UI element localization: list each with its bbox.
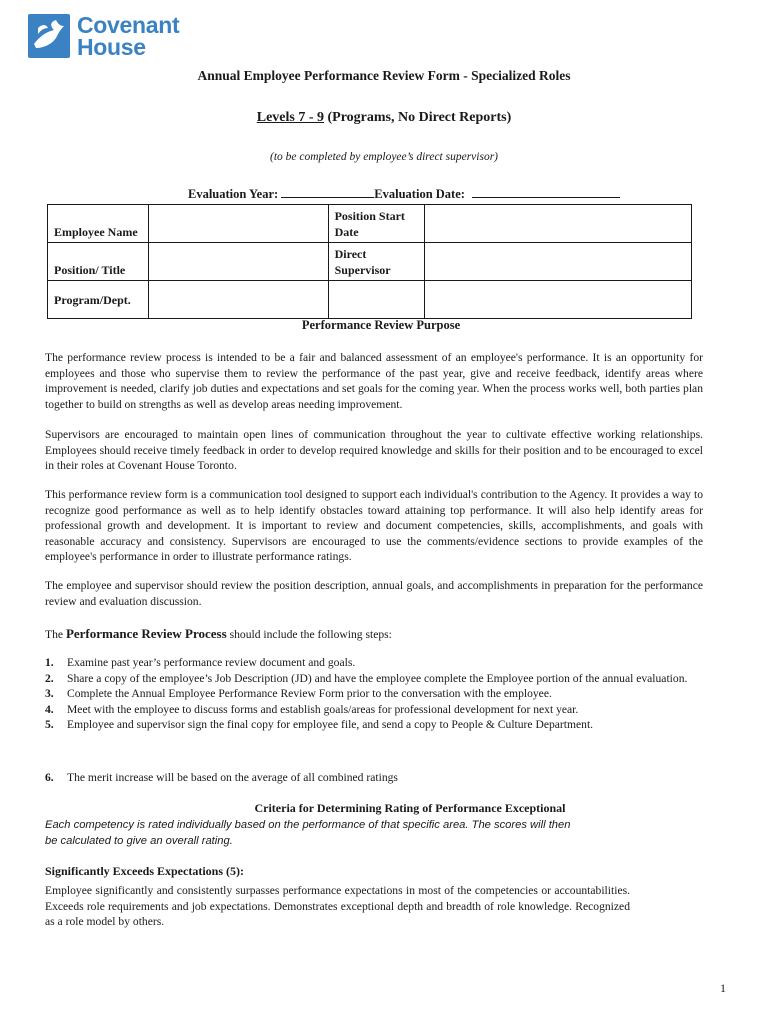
evaluation-date-field[interactable] — [472, 186, 620, 198]
evaluation-year-label: Evaluation Year: — [188, 187, 279, 201]
steps-intro — [45, 626, 392, 642]
list-item — [45, 671, 703, 687]
step-text: The merit increase will be based on the average of all combined ratings — [67, 771, 398, 784]
position-start-date-label: Position Start Date — [328, 205, 424, 243]
evaluation-date-label: Evaluation Date: — [374, 187, 465, 201]
logo-line-2: House — [77, 34, 146, 60]
logo-wordmark — [77, 14, 179, 58]
program-dept-label: Program/Dept. — [48, 281, 149, 319]
levels-range: Levels 7 - 9 — [256, 110, 324, 125]
step-text: Share a copy of the employee’s Job Description (JD) and have the employee complete the Employee portion of the annual evaluation. — [67, 671, 688, 685]
levels-scope: (Programs, No Direct Reports) — [327, 110, 512, 125]
criteria-note: Each competency is rated individually based on the performance of that specific area. The scores will then be calculated to give an overall rating. — [45, 819, 571, 847]
dove-icon — [28, 14, 70, 58]
program-dept-field[interactable] — [148, 281, 328, 319]
evaluation-year-field[interactable] — [281, 186, 374, 198]
steps-intro-pre: The — [45, 628, 66, 641]
employee-info-table — [47, 204, 692, 319]
list-item — [45, 686, 703, 702]
step-text: Meet with the employee to discuss forms and establish goals/areas for professional development for next year. — [67, 702, 579, 716]
form-title: Annual Employee Performance Review Form - Specialized Roles — [197, 68, 571, 83]
position-start-date-field[interactable] — [424, 205, 691, 243]
position-title-field[interactable] — [148, 243, 328, 281]
table-row — [48, 281, 692, 319]
page-number: 1 — [720, 981, 726, 995]
purpose-heading: Performance Review Purpose — [301, 318, 461, 332]
step-text: Complete the Annual Employee Performance Review Form prior to the conversation with the employee. — [67, 687, 552, 700]
position-title-label: Position/ Title — [48, 243, 149, 281]
purpose-paragraph-2: Supervisors are encouraged to maintain open lines of communication throughout the year to cultivate effective working relationships. Employees should receive timely feedback in order to develop required knowledge and skills for their position and to be encouraged to excel in their roles at Covenant House Toronto. — [45, 428, 703, 472]
step-text: Employee and supervisor sign the final copy for employee file, and send a copy to People & Culture Department. — [67, 718, 594, 731]
list-item — [45, 702, 703, 718]
table-row — [48, 205, 692, 243]
step-number: 6. — [45, 771, 54, 784]
levels-heading — [0, 110, 768, 126]
list-item — [45, 717, 703, 733]
step-number: 1. — [45, 656, 54, 669]
employee-name-field[interactable] — [148, 205, 328, 243]
criteria-heading: Criteria for Determining Rating of Performance Exceptional — [254, 801, 566, 815]
step-number: 2. — [45, 671, 54, 685]
step-number: 5. — [45, 718, 54, 731]
step-number: 3. — [45, 687, 54, 700]
step-text: Examine past year’s performance review document and goals. — [67, 656, 356, 669]
merit-step — [45, 770, 703, 786]
steps-intro-bold: Performance Review Process — [65, 626, 227, 641]
purpose-paragraph-1: The performance review process is intended to be a fair and balanced assessment of an employee's performance. It is an opportunity for employees and those who supervise them to review the performance of the past year, give and receive feedback, identify areas where improvement is needed, clarify job duties and expectations and set goals for the coming year. When the process works well, both parties plan together to build on strengths as well as develop areas needing improvement. — [45, 351, 703, 411]
steps-list — [45, 655, 703, 733]
table-row — [48, 243, 692, 281]
rating-description: Employee significantly and consistently surpasses performance expectations in most of the competencies or accountabilities. Exceeds role requirements and job expectations. Demonstrates exceptional depth and breadth of role knowledge. Recognized as a role model by others. — [45, 884, 630, 928]
purpose-paragraph-4: The employee and supervisor should review the position description, annual goals, and accomplishments in preparation for the performance review and evaluation discussion. — [45, 579, 703, 608]
direct-supervisor-label: Direct Supervisor — [328, 243, 424, 281]
steps-intro-post: should include the following steps: — [226, 628, 392, 641]
list-item — [45, 655, 703, 671]
list-item — [45, 770, 703, 786]
covenant-house-logo — [28, 14, 179, 58]
purpose-paragraph-3: This performance review form is a communication tool designed to support each individual's contribution to the Agency. It provides a way to recognize good performance as well as to help identify obstacles toward attaining top performance. It will also help identify areas for professional growth and development. It is important to review and document competencies, skills, accomplishments, and goals with reasonable accuracy and consistency. Supervisors are encouraged to use the comments/evidence sections to provide examples of the employee's performance in order to illustrate performance ratings. — [45, 488, 703, 563]
step-number: 4. — [45, 702, 54, 716]
empty-cell[interactable] — [328, 281, 424, 319]
evaluation-line — [188, 186, 620, 202]
completion-instruction: (to be completed by employee’s direct supervisor) — [269, 151, 498, 163]
employee-name-label: Employee Name — [48, 205, 149, 243]
rating-heading: Significantly Exceeds Expectations (5): — [45, 864, 244, 878]
empty-cell[interactable] — [424, 281, 691, 319]
direct-supervisor-field[interactable] — [424, 243, 691, 281]
logo-line-1: Covenant — [77, 12, 180, 38]
